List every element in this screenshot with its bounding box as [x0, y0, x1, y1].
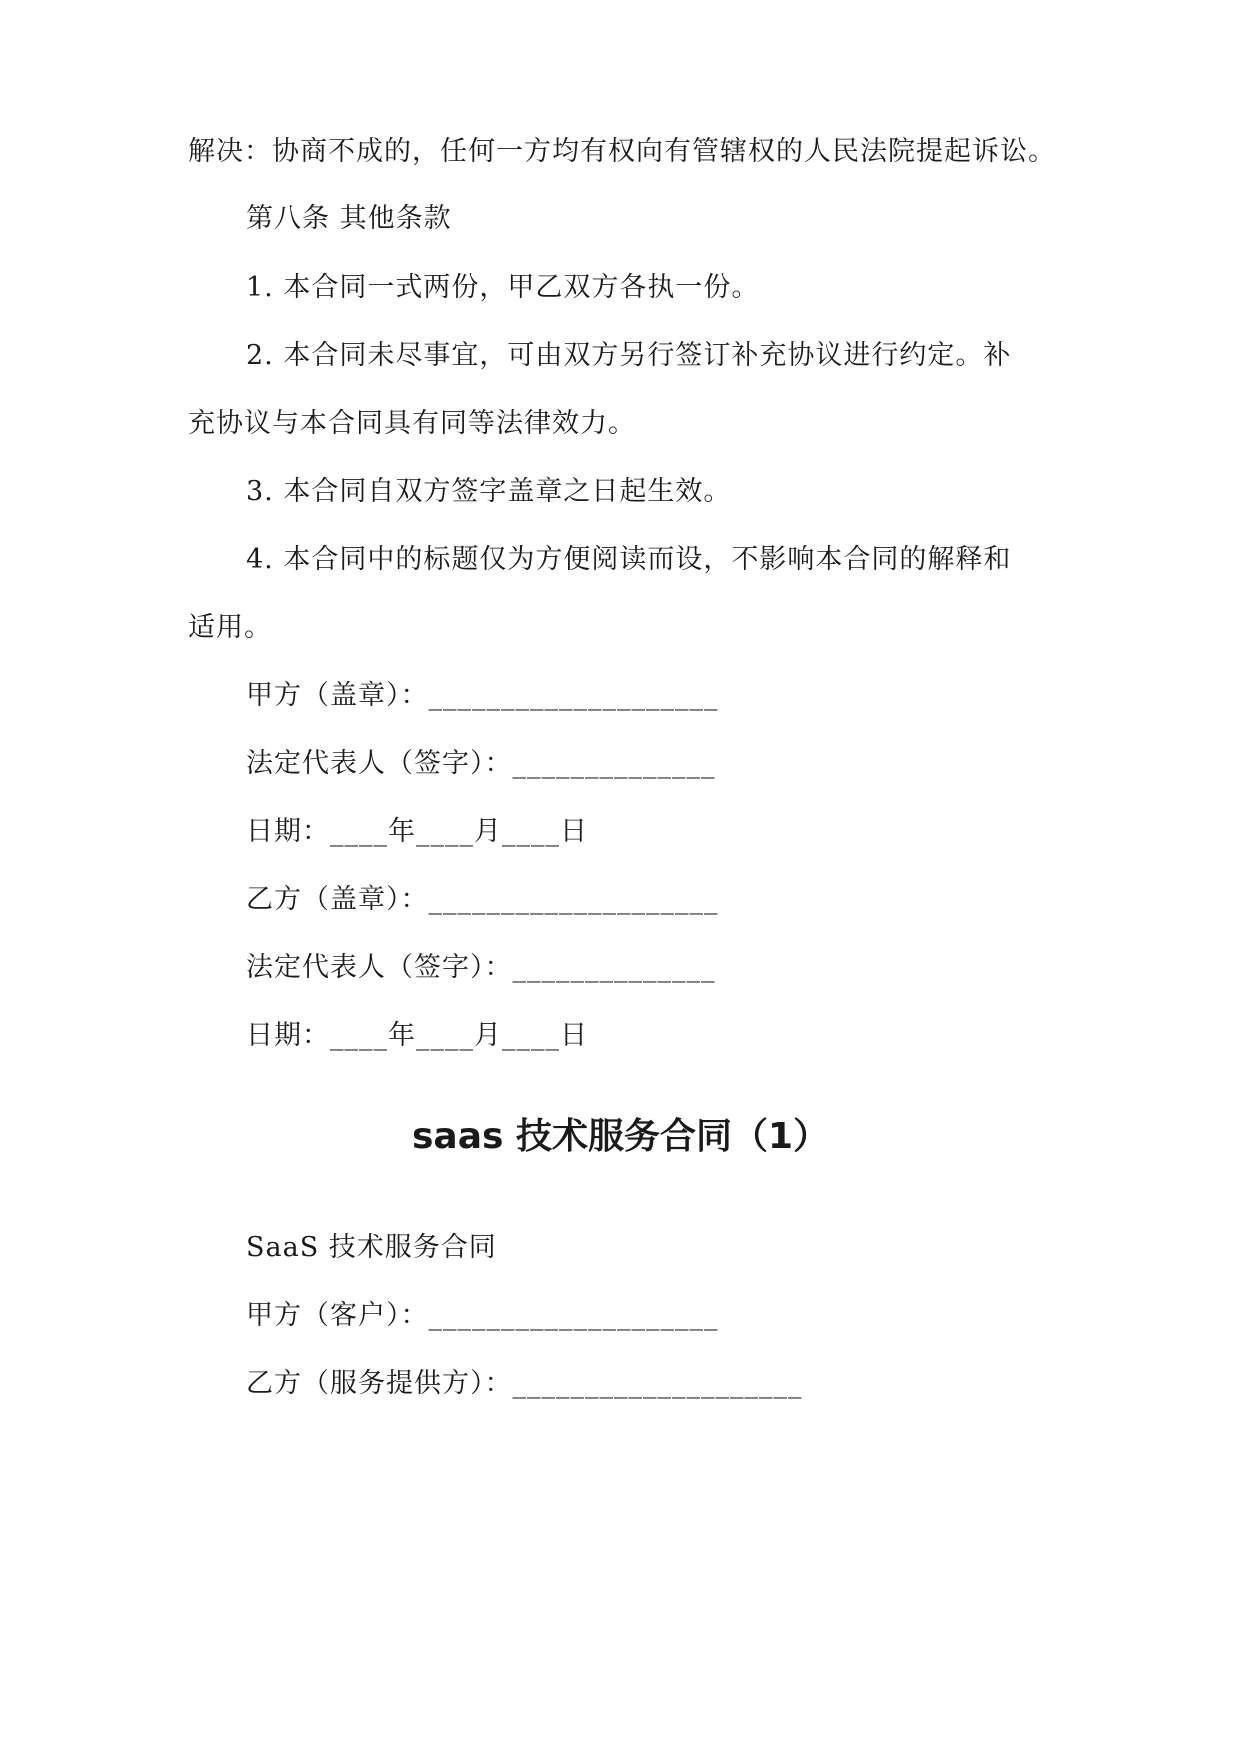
party-a-seal-line: 甲方（盖章）：____________________ [246, 680, 719, 711]
clause-2-line-2: 充协议与本合同具有同等法律效力。 [188, 408, 636, 439]
clause-3: 3. 本合同自双方签字盖章之日起生效。 [246, 476, 732, 507]
clause-1: 1. 本合同一式两份，甲乙双方各执一份。 [246, 272, 760, 303]
article-eight-heading: 第八条 其他条款 [246, 203, 452, 234]
party-b-representative-line: 法定代表人（签字）：______________ [246, 952, 716, 983]
party-b-date-line: 日期：____年____月____日 [246, 1020, 588, 1051]
paragraph-dispute-resolution: 解决：协商不成的，任何一方均有权向有管辖权的人民法院提起诉讼。 [188, 136, 1056, 167]
contract-subtitle: SaaS 技术服务合同 [246, 1232, 497, 1263]
party-b-provider-line: 乙方（服务提供方）：____________________ [246, 1368, 803, 1399]
party-a-client-line: 甲方（客户）：____________________ [246, 1300, 719, 1331]
clause-4-line-1: 4. 本合同中的标题仅为方便阅读而设，不影响本合同的解释和 [246, 544, 1012, 575]
party-a-date-line: 日期：____年____月____日 [246, 816, 588, 847]
party-b-seal-line: 乙方（盖章）：____________________ [246, 884, 719, 915]
contract-title: saas 技术服务合同（1） [411, 1116, 830, 1157]
clause-2-line-1: 2. 本合同未尽事宜，可由双方另行签订补充协议进行约定。补 [246, 340, 1012, 371]
clause-4-line-2: 适用。 [188, 612, 272, 643]
party-a-representative-line: 法定代表人（签字）：______________ [246, 748, 716, 779]
